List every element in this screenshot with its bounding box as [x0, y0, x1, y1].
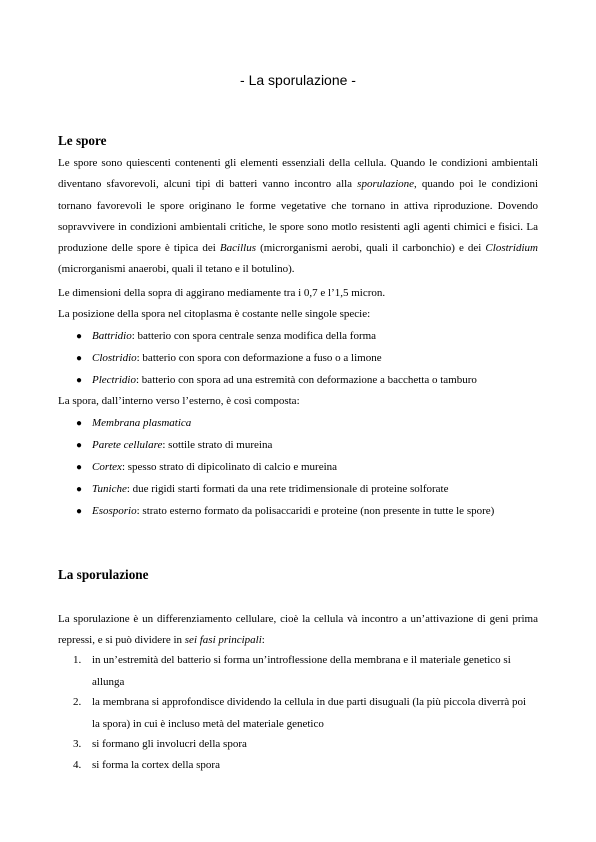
line-composition: La spora, dall’interno verso l’esterno, è così composta:	[58, 395, 300, 407]
list-number: 4.	[73, 759, 82, 771]
term: Esosporio	[92, 505, 137, 517]
list-item	[92, 352, 382, 364]
list-item: in un’estremità del batterio si forma un’introflessione della membrana e il materiale genetico si allunga	[92, 654, 511, 688]
list-item	[92, 483, 449, 495]
term-description: : batterio con spora con deformazione a fuso o a limone	[136, 352, 382, 364]
term: Plectridio	[92, 374, 136, 386]
paragraph-sporulazione-intro	[58, 609, 538, 652]
text-run: :	[261, 634, 265, 647]
bullet-icon: ●	[76, 418, 83, 429]
text-run-italic: sei fasi principali	[184, 634, 262, 647]
term: Tuniche	[92, 483, 127, 495]
section-heading-la-sporulazione: La sporulazione	[58, 567, 149, 582]
text-run-italic: Clostridium	[485, 242, 538, 255]
bullet-icon: ●	[76, 331, 83, 342]
list-item	[92, 417, 191, 429]
term: Cortex	[92, 461, 122, 473]
term-description: : batterio con spora centrale senza modifica della forma	[131, 330, 377, 342]
term-description: : spesso strato di dipicolinato di calcio e mureina	[121, 461, 338, 473]
term-description: : strato esterno formato da polisaccaridi e proteine (non presente in tutte le spore)	[136, 505, 495, 517]
term: Membrana plasmatica	[92, 417, 192, 429]
bullet-icon: ●	[76, 353, 83, 364]
text-run: (microrganismi anaerobi, quali il tetano e il botulino).	[58, 263, 295, 276]
list-number: 3.	[73, 738, 82, 750]
line-dimensions: Le dimensioni della sopra di aggirano mediamente tra i 0,7 e l’1,5 micron.	[58, 287, 386, 299]
text-run: La sporulazione è un differenziamento cellulare, cioè la cellula và incontro a un’attivazione di geni prima repressi, e si può dividere in	[58, 613, 538, 647]
text-run: (microrganismi aerobi, quali il carbonchio) e dei	[255, 242, 486, 255]
term-description: : batterio con spora ad una estremità con deformazione a bacchetta o tamburo	[136, 374, 477, 386]
list-item	[92, 461, 337, 473]
bullet-icon: ●	[76, 462, 83, 473]
text-run: Le spore sono quiescenti contenenti gli elementi essenziali della cellula. Quando le condizioni ambientali diventano sfavorevoli, alcuni tipi di batteri vanno incontro alla	[58, 157, 538, 191]
term: Battridio	[92, 330, 132, 342]
bullet-icon: ●	[76, 484, 83, 495]
list-item	[92, 330, 376, 342]
term: Clostridio	[92, 352, 137, 364]
section-heading-le-spore: Le spore	[58, 133, 107, 148]
text-run: , quando poi le condizioni tornano favorevoli le spore originano le forme vegetative che tornano in attiva riproduzione. Dovendo sopravvivere in condizioni ambientali critiche, le spore sono motlo resistenti agli agenti chimici e fisici. La produzione delle spore è tipica dei	[58, 178, 538, 255]
list-item: si forma la cortex della spora	[92, 759, 220, 771]
list-item	[92, 374, 477, 386]
paragraph-spore-intro	[58, 153, 538, 281]
list-number: 2.	[73, 696, 82, 708]
list-item	[92, 439, 272, 451]
list-number: 1.	[73, 654, 82, 666]
term-description: : sottile strato di mureina	[162, 439, 273, 451]
term-description: : due rigidi starti formati da una rete tridimensionale di proteine solforate	[126, 483, 449, 495]
bullet-icon: ●	[76, 440, 83, 451]
bullet-icon: ●	[76, 506, 83, 517]
list-item	[92, 505, 494, 517]
page-title: - La sporulazione -	[240, 72, 356, 88]
list-item: la membrana si approfondisce dividendo la cellula in due parti disuguali (la più piccola diverrà poi la spora) in cui è incluso metà del materiale genetico	[92, 696, 527, 730]
bullet-icon: ●	[76, 375, 83, 386]
text-run-italic: Bacillus	[219, 242, 256, 255]
list-item: si formano gli involucri della spora	[92, 738, 247, 750]
line-position: La posizione della spora nel citoplasma è costante nelle singole specie:	[58, 308, 371, 320]
text-run-italic: sporulazione	[357, 178, 415, 191]
term: Parete cellulare	[92, 439, 163, 451]
